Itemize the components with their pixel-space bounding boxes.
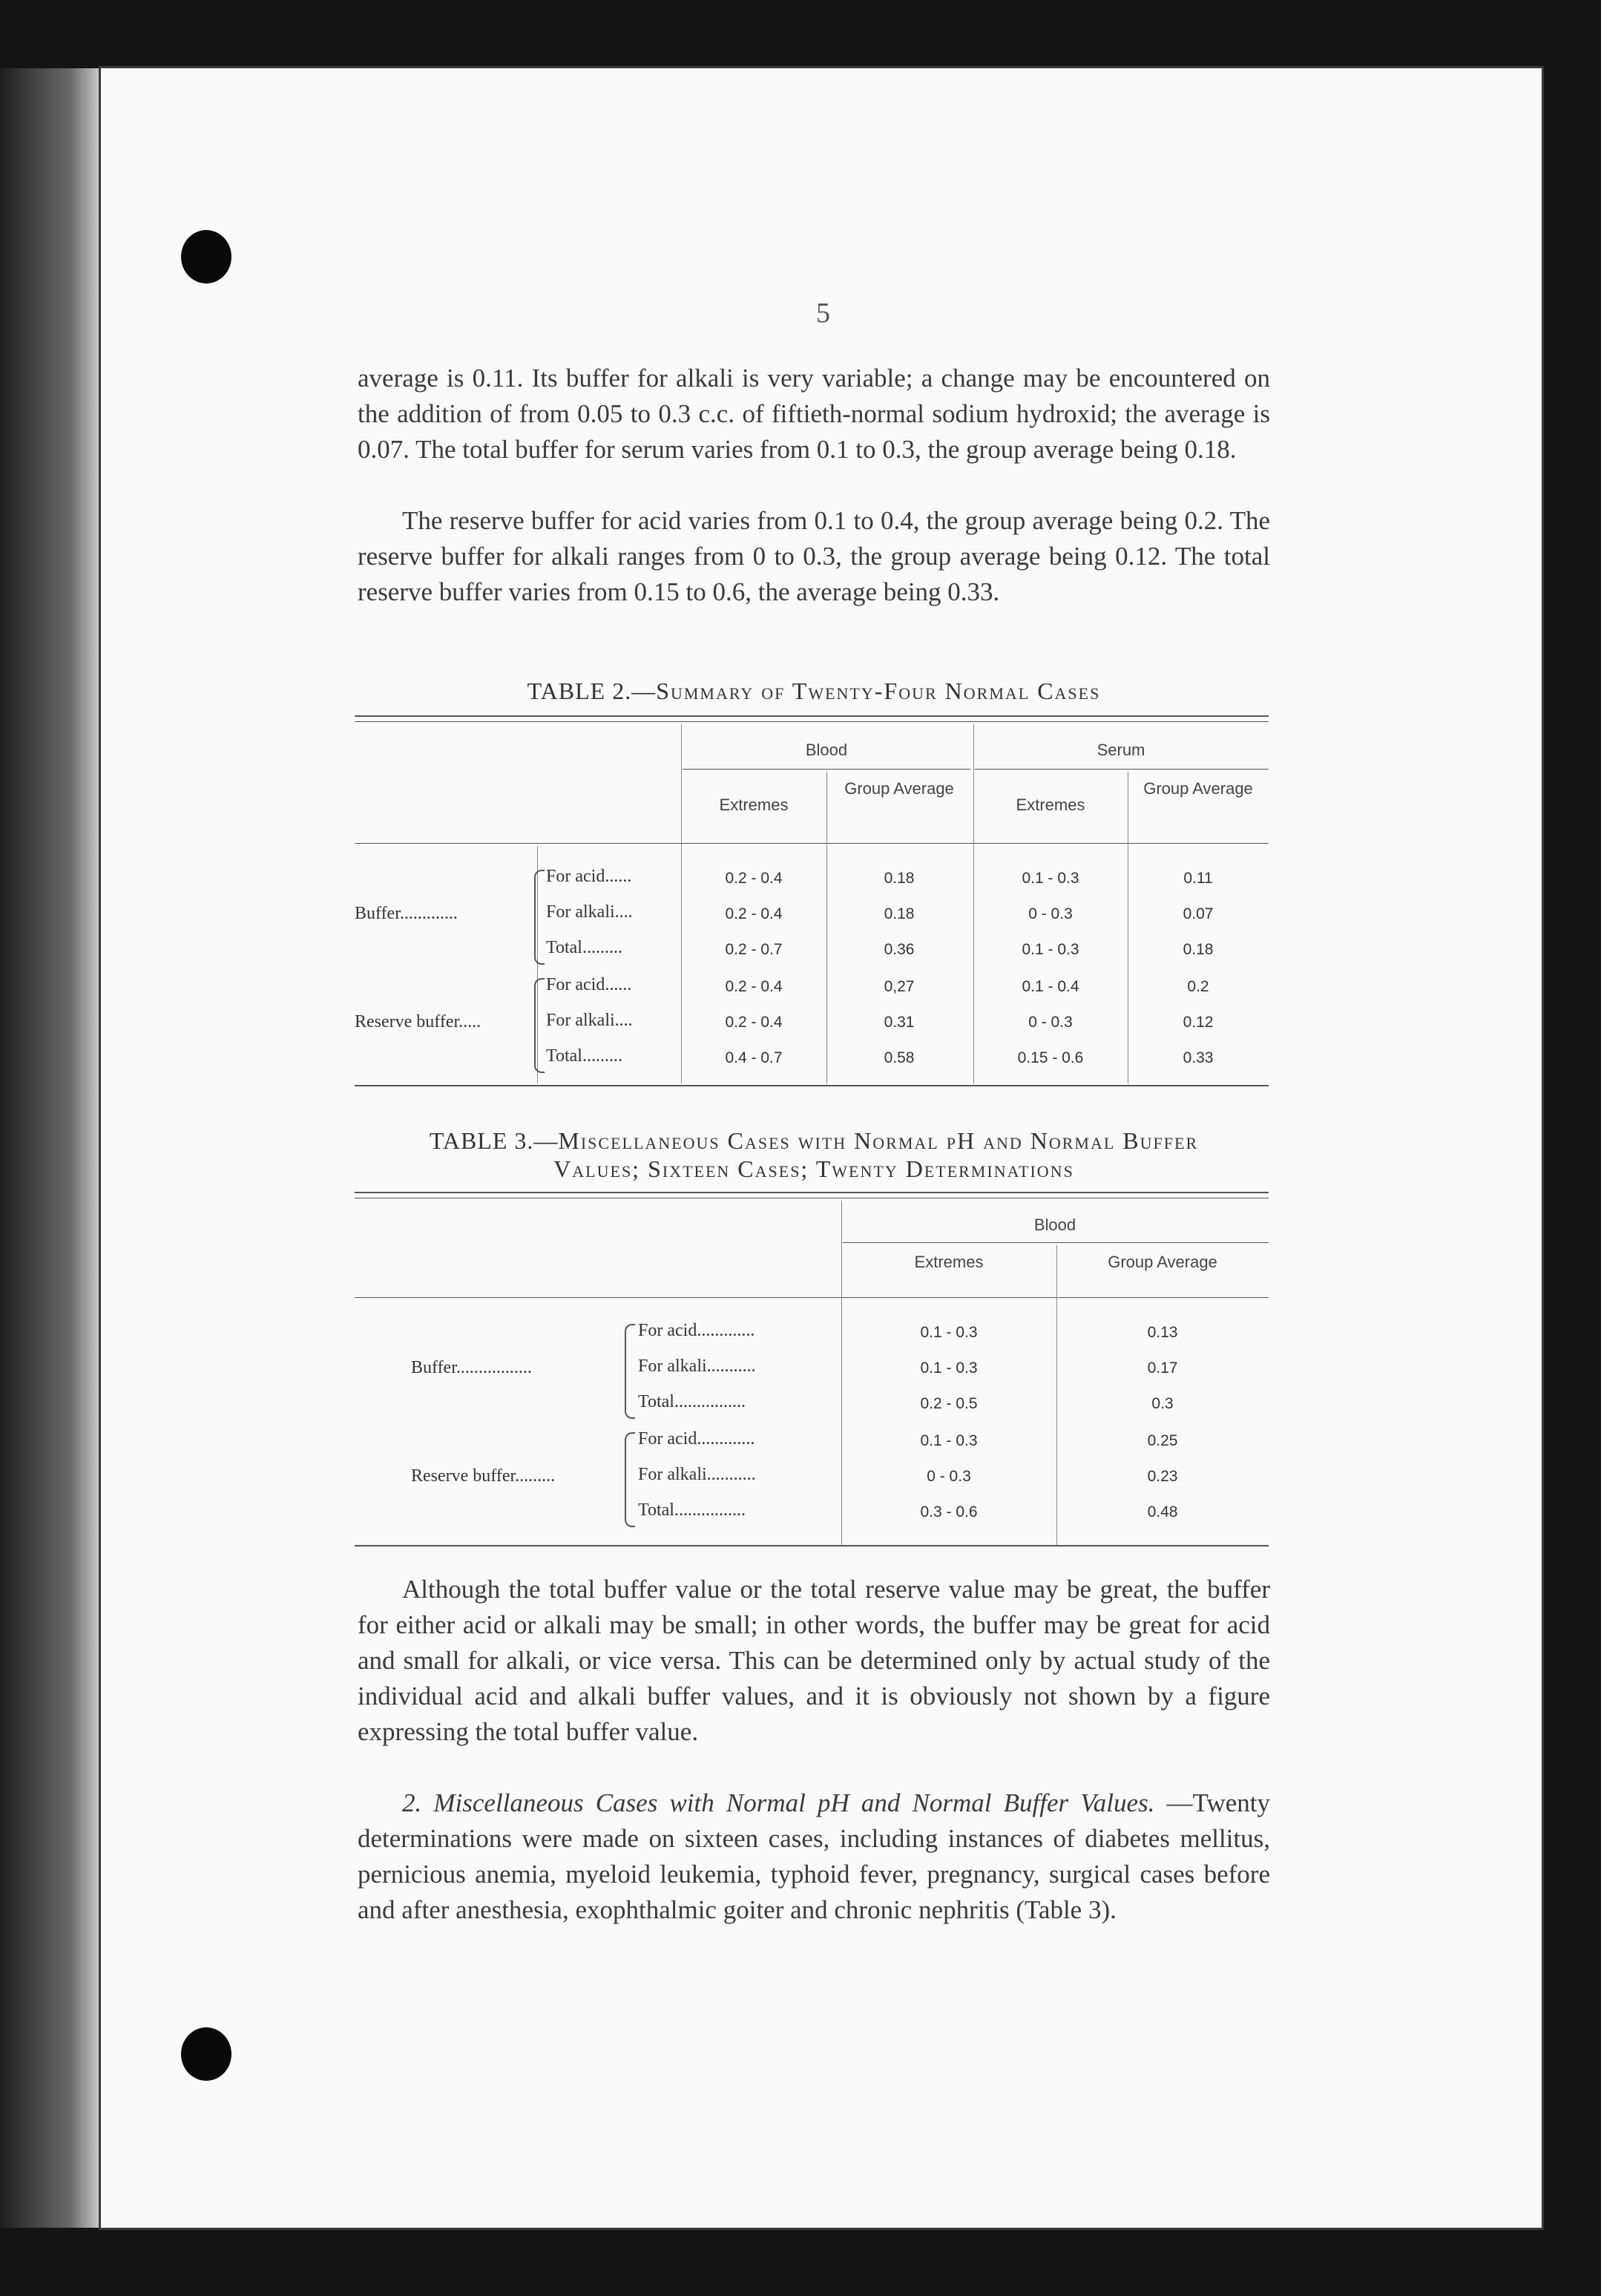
table2-header-blood: Blood: [805, 741, 848, 759]
table2-header-blood-group-average: Group Average: [844, 779, 954, 798]
table3-cell: 0.2 - 0.5: [920, 1395, 978, 1412]
table2-cell: 0.1 - 0.3: [1022, 870, 1079, 887]
table3-sub-for-alkali-2: For alkali...........: [638, 1465, 756, 1484]
table2-cell: 0.2 - 0.4: [725, 978, 783, 995]
table2-caption: [358, 675, 1270, 706]
table3-cell: 0.3 - 0.6: [920, 1503, 978, 1521]
table2-cell: 0 - 0.3: [1028, 905, 1073, 922]
table3-header-group-average: Group Average: [1108, 1253, 1217, 1271]
table3-header-extremes: Extremes: [914, 1253, 984, 1271]
table2-header-rule: [355, 843, 1269, 844]
left-page-edge: [0, 68, 101, 2228]
table3-caption-line-1: [358, 1125, 1270, 1156]
table2-brace-buffer: [534, 870, 545, 965]
paragraph-3: Although the total buffer value or the total reserve value may be great, the buffer for either acid or alkali may be small; in other words, the buffer may be great for acid and small for alkali, or vice versa. This can be determined only by actual study of the individual acid and alkali buffer values, and it is obviously not shown by a figure expressing the total buffer value.: [358, 1575, 1270, 1746]
table2-cell: 0.18: [884, 870, 915, 887]
paragraph-2: The reserve buffer for acid varies from 0.1 to 0.4, the group average being 0.2. The reserve buffer for alkali ranges from 0 to 0.3, the group average being 0.12. The total reserve buffer varies from 0.15 to 0.6, the average being 0.33.: [358, 506, 1270, 606]
table2-cell: 0.2 - 0.4: [725, 905, 783, 922]
table2-sub-total-1: Total.........: [546, 938, 622, 957]
table2-cell: 0.12: [1183, 1014, 1214, 1031]
table2-cell: 0.11: [1183, 870, 1213, 887]
table2-label-reserve-buffer: Reserve buffer.....: [355, 1012, 481, 1031]
table2-cell: 0.4 - 0.7: [725, 1049, 783, 1066]
table3-sub-for-acid-2: For acid.............: [638, 1429, 755, 1449]
table2-cell: 0.33: [1183, 1049, 1214, 1066]
table3-label-reserve-buffer: Reserve buffer.........: [411, 1466, 556, 1486]
table2-sub-total-2: Total.........: [546, 1046, 622, 1066]
paragraph-1: average is 0.11. Its buffer for alkali is very variable; a change may be encountered on the addition of from 0.05 to 0.3 c.c. of fiftieth-normal sodium hydroxid; the average is 0.07. The total buffer for serum varies from 0.1 to 0.3, the group average being 0.18.: [358, 364, 1270, 464]
table3-cell: 0.25: [1147, 1432, 1178, 1449]
table2-label-buffer: Buffer.............: [355, 904, 458, 923]
table3-caption-line-2: [358, 1153, 1270, 1184]
table2-cell: 0.18: [1183, 941, 1214, 958]
table2-cell: 0.1 - 0.4: [1022, 978, 1079, 995]
table3-cell: 0.1 - 0.3: [920, 1359, 978, 1377]
table2-cell: 0.2 - 0.4: [725, 870, 783, 887]
table3-sub-total-2: Total................: [638, 1500, 746, 1520]
table3-cell: 0.1 - 0.3: [920, 1324, 978, 1341]
table3-cell: 0.3: [1151, 1395, 1174, 1412]
table3-label-buffer: Buffer.................: [411, 1358, 532, 1377]
table3-header-rule: [355, 1297, 1269, 1298]
table2-bottom-rule: [355, 1085, 1269, 1086]
table3-bottom-rule: [355, 1545, 1269, 1546]
table3-brace-reserve: [625, 1432, 635, 1527]
punch-hole-bottom: [181, 2027, 231, 2081]
table2-header-blood-extremes: Extremes: [719, 796, 789, 814]
table2-cell: 0.18: [884, 905, 915, 922]
page-number: 5: [816, 298, 830, 329]
table3-sub-for-alkali-1: For alkali...........: [638, 1357, 756, 1376]
section-heading-italic: 2. Miscellaneous Cases with Normal pH and Normal Buffer Values.: [402, 1788, 1155, 1817]
table3-cell: 0 - 0.3: [927, 1468, 971, 1485]
table2-cell: 0.2 - 0.7: [725, 941, 783, 958]
table3-caption-prefix: TABLE 3.—: [429, 1127, 559, 1154]
table2-cell: 0,27: [884, 978, 915, 995]
table2-cell: 0.2 - 0.4: [725, 1014, 783, 1031]
paragraph-4-body: —Twenty determinations were made on sixteen cases, including instances of diabetes mellitus, pernicious anemia, myeloid leukemia, typhoid fever, pregnancy, surgical cases before and after anesthesia, exophthalmic goiter and chronic nephritis (Table 3).: [358, 1788, 1271, 1924]
table3-cell: 0.23: [1147, 1468, 1178, 1485]
table2-blood-underline: [683, 769, 970, 770]
table2-cell: 0 - 0.3: [1028, 1014, 1073, 1031]
table2-cell: 0.15 - 0.6: [1017, 1049, 1084, 1066]
table2-vline-2: [826, 772, 827, 1083]
table2-sub-for-alkali-2: For alkali....: [546, 1011, 633, 1030]
paragraph-4: [358, 1785, 1270, 1928]
table2-cell: 0.1 - 0.3: [1022, 941, 1079, 958]
table2-caption-prefix: TABLE 2.—: [527, 678, 657, 704]
table2-top-rule-2: [355, 721, 1269, 722]
punch-hole-top: [181, 230, 231, 283]
table3-header-blood: Blood: [1033, 1216, 1076, 1234]
table3-top-rule-1: [355, 1192, 1269, 1193]
table3-cell: 0.13: [1147, 1324, 1178, 1341]
table2-header-serum: Serum: [1097, 741, 1145, 759]
table2-cell: 0.2: [1187, 978, 1209, 995]
table2-serum-underline: [975, 769, 1269, 770]
table2-sub-for-acid-2: For acid......: [546, 975, 632, 994]
table3-sub-for-acid-1: For acid.............: [638, 1321, 755, 1340]
table3-caption-title-1: Miscellaneous Cases with Normal pH and Normal Buffer: [558, 1127, 1199, 1154]
table3-sub-total-1: Total................: [638, 1392, 746, 1411]
table2-cell: 0.58: [884, 1049, 915, 1066]
table2-top-rule-1: [355, 715, 1269, 717]
table3-cell: 0.1 - 0.3: [920, 1432, 978, 1449]
table3-cell: 0.17: [1147, 1359, 1178, 1377]
table3-brace-buffer: [625, 1324, 635, 1419]
table2-cell: 0.07: [1183, 905, 1214, 922]
table2-brace-reserve: [534, 978, 545, 1073]
table2-cell: 0.31: [884, 1014, 915, 1031]
table3-caption-title-2: Values; Sixteen Cases; Twenty Determinations: [553, 1155, 1074, 1182]
table3-blood-underline: [843, 1242, 1269, 1243]
table2-cell: 0.36: [884, 941, 915, 958]
table2-header-serum-extremes: Extremes: [1016, 796, 1085, 814]
table2-sub-for-acid-1: For acid......: [546, 867, 632, 886]
table2-header-serum-group-average: Group Average: [1143, 779, 1253, 798]
table2-caption-title: Summary of Twenty-Four Normal Cases: [656, 678, 1101, 704]
table2-sub-for-alkali-1: For alkali....: [546, 902, 633, 922]
table3-cell: 0.48: [1147, 1503, 1178, 1521]
